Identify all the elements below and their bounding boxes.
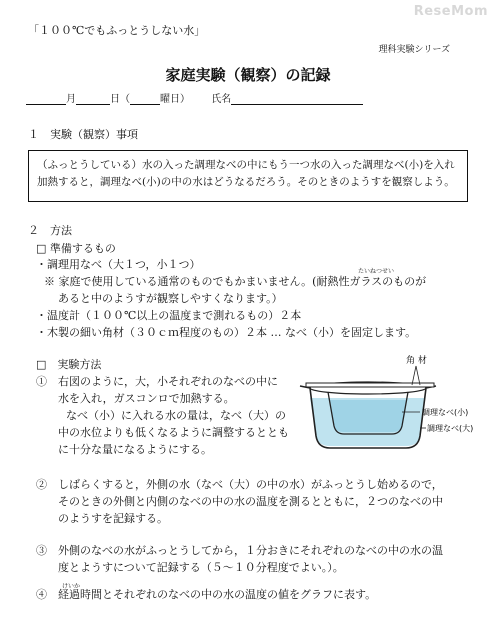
step1-line: に十分な量になるようにする。	[58, 443, 212, 456]
step3-line: 度とようすについて記録する（５～１０分程度でよい。）。	[58, 561, 344, 574]
theme-label: 「１００℃でもふっとうしない水」	[28, 24, 206, 37]
prep-item: ※ 家庭で使用している通常のものでもかまいません。(耐熱性ガラスのものが	[44, 275, 427, 288]
pot-diagram	[296, 354, 476, 464]
label-wooden-bar: 角 材	[406, 356, 427, 366]
step1-line: ① 右図のように，大，小それぞれのなべの中に	[36, 375, 278, 388]
step4-line: ④ 経過時間とそれぞれのなべの中の水の温度の値をグラフに表す。	[36, 588, 377, 601]
prep-heading: □ 準備するもの	[36, 242, 116, 255]
name-blank	[231, 92, 363, 105]
step3-line: ③ 外側のなべの水がふっとうしてから，１分おきにそれぞれのなべの中の水の温	[36, 544, 443, 557]
task-text: （ふっとうしている）水の入った調理なべの中にもう一つ水の入った調理なべ(小)を入れ加熱すると，調理なべ(小)の中の水はどうなるだろう。そのときのようすを観察しよう。	[37, 159, 455, 188]
label-large-pot: 調理なべ(大)	[427, 424, 474, 433]
day-label: 日	[110, 94, 120, 105]
step1-line: 中の水位よりも低くなるように調整するととも	[58, 426, 289, 439]
step2-line: ② しばらくすると，外側の水（なべ（大）の中の水）がふっとうし始めるので，	[36, 478, 443, 491]
name-label: 氏名	[211, 94, 232, 105]
step1-line: なべ（小）に入れる水の量は，なべ（大）の	[66, 409, 286, 422]
method-heading: □ 実験方法	[36, 358, 102, 371]
bar-pointer	[416, 366, 420, 385]
prep-item: ・木製の細い角材（３０ｃｍ程度のもの）２本 … なべ（小）を固定します。	[36, 326, 417, 339]
weekday-label: 曜日）	[160, 94, 190, 105]
wooden-bar	[306, 383, 434, 387]
prep-item: あると中のようすが観察しやすくなります。）	[58, 292, 283, 305]
prep-item: ・温度計（１００℃以上の温度まで測れるもの）２本	[36, 309, 302, 322]
ruby-heat-resistant: たいねつせい	[358, 268, 395, 275]
bar-pointer	[412, 366, 416, 385]
weekday-blank	[130, 92, 160, 105]
month-label: 月	[66, 94, 76, 105]
date-line	[26, 90, 363, 105]
day-blank	[76, 92, 110, 105]
resemom-watermark: ReseMom	[413, 4, 488, 19]
page-title: 家庭実験（観察）の記録	[165, 66, 331, 84]
small-pot-water	[330, 400, 406, 432]
step2-line: のようすを記録する。	[58, 512, 168, 525]
month-blank	[26, 92, 66, 105]
step2-line: そのときの外側と内側のなべの中の水の温度を測るとともに，２つのなべの中	[58, 495, 443, 508]
section1-heading: １ 実験（観察）事項	[28, 128, 138, 141]
step1-line: 水を入れ，ガスコンロで加熱する。	[58, 392, 235, 405]
series-label: 理科実験シリーズ	[378, 45, 450, 55]
label-small-pot: 調理なべ(小)	[422, 408, 469, 417]
weekday-open: （	[120, 94, 130, 105]
prep-item: ・調理用なべ（大１つ，小１つ）	[36, 258, 201, 271]
ruby-elapsed: けいか	[62, 583, 81, 590]
task-box	[28, 150, 468, 202]
section2-heading: ２ 方法	[28, 224, 72, 237]
